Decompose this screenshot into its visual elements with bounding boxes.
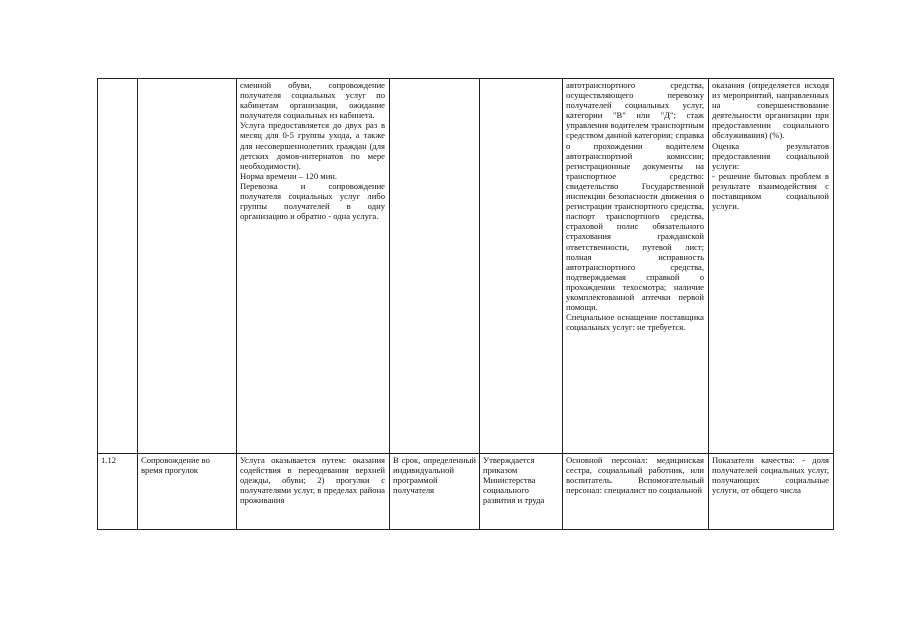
row2-description-cell [240, 455, 385, 527]
col-border [708, 78, 709, 530]
row1-description-p1: сменной обуви, сопровождение получателя социальных услуг по кабинетам организации, ожидание получателя социальных из кабинета. [240, 80, 385, 121]
row2-indicators-cell [712, 455, 829, 527]
services-table [97, 78, 834, 530]
row1-conditions-cell [566, 80, 704, 451]
row2-conditions: Основной персонал: медицинская сестра, социальный работник, или воспитатель. Вспомогательный персонал: специалист по социальной [566, 455, 704, 496]
row1-conditions-p1: автотранспортного средства, осуществляющего перевозку получателей социальных услуг, категории "В" или "Д"; стаж управления водителем транспортным средством данной категории; справка о прохождении водителем автотранспортной комиссии; регистрационные документы на транспортное средство: свидетельство Государственной инспекции безопасности движения о регистрации транспортного средства, паспорт транспортного средства, страховой полис обязательного страхования гражданской ответственности, путевой лист; полная исправность автотранспортного средства, подтверждаемая справкой о прохождении техосмотра; наличие укомплектованной аптечки первой помощи. [566, 80, 704, 313]
row1-indicators-p3: - решение бытовых проблем в результате взаимодействия с поставщиком социальной услуги. [712, 170, 829, 212]
row2-service-name: Сопровождение во время прогулок [141, 455, 210, 476]
row1-indicators-p2: Оценка результатов предоставления социальной услуги: [712, 140, 829, 171]
row2-description: Услуга оказывается путем: оказания содействия в переодевании верхней одежды, обуви; 2) прогулки с получателями услуг, в пределах района проживания [240, 455, 385, 506]
row2-number-cell [101, 455, 135, 527]
col-border [389, 78, 390, 530]
row2-term: В срок, определенный индивидуальной программой получателя [393, 455, 476, 496]
col-border [236, 78, 237, 530]
row1-description-p3: Норма времени – 120 мин. [240, 170, 338, 181]
row2-approval: Утверждается приказом Министерства социального развития и труда [483, 455, 545, 506]
row-border [97, 78, 834, 79]
row2-indicators: Показатели качества: - доля получателей социальных услуг, получающих социальные услуги, от общего числа [712, 455, 829, 496]
row-border [97, 529, 834, 530]
col-border [479, 78, 480, 530]
col-border [562, 78, 563, 530]
row1-description-p4: Перевозка и сопровождение получателя социальных услуг либо группы получателей в одну организацию и обратно - одна услуга. [240, 180, 385, 222]
row2-approval-cell [483, 455, 559, 527]
row1-indicators-cell [712, 80, 829, 451]
col-border [833, 78, 834, 530]
row2-term-cell [393, 455, 476, 527]
col-border [137, 78, 138, 530]
row1-conditions-p2: Специальное оснащение поставщика социальных услуг: не требуется. [566, 312, 704, 333]
row1-indicators-p1: оказания (определяется исходя из мероприятий, направленных на совершенствование деятельности организации при предоставлении социального обслуживания) (%). [712, 80, 829, 141]
row2-name-cell [141, 455, 233, 527]
row1-description-p2: Услуга предоставляется до двух раз в месяц для 0-5 группы ухода, а также для несовершеннолетних граждан (для детских домов-интернатов по мере необходимости). [240, 120, 385, 171]
col-border [97, 78, 98, 530]
row2-conditions-cell [566, 455, 704, 527]
row-border [97, 453, 834, 454]
row2-number: 1.12 [101, 455, 117, 465]
row1-description-cell [240, 80, 385, 451]
